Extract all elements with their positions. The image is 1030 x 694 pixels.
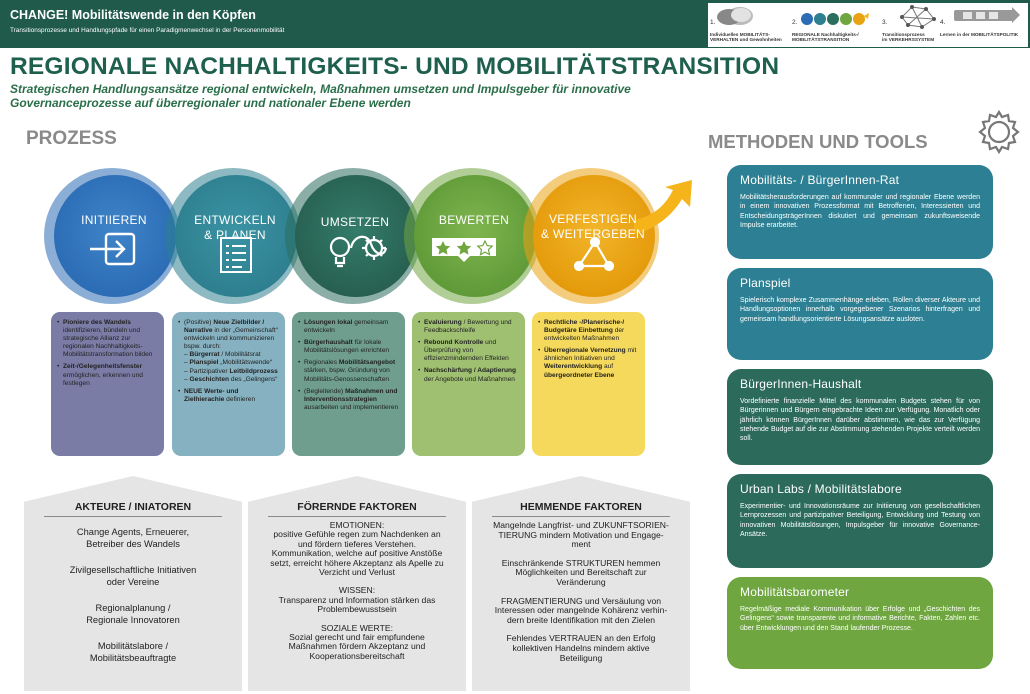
stage-box-entwickeln [172,312,285,456]
factor-block: SOZIALE WERTE: Sozial gerecht und fair empfundene Maßnahmen fördern Akzeptanz und Kooperationsbereitschaft [288,622,426,661]
stage-box-item: • Regionales Mobilitätsangebot stärken, bspw. Gründung von Mobilitäts-Genossenschaften [298,359,399,383]
stage-box-item: • (Begleitende) Maßnahmen und Interventionsstrategien ausarbeiten und implementieren [298,388,399,412]
brand-title: CHANGE! Mobilitätswende in den Köpfen [10,8,256,22]
stage-box-item: • Überregionale Vernetzung mit ähnlichen Initiativen und Weiterentwicklung auf übergeordneter Ebene [538,347,639,379]
network-icon [898,3,938,31]
foerdernde-list [250,521,464,670]
factor-block: Mobilitätslabore / Mobilitätsbeauftragte [89,641,177,663]
stage-box-item: • Pioniere des Wandels identifizieren, bündeln und strategische Allianz zur regionalen Nachhaltigkeits-Mobilitätstransformation bilden [57,319,158,359]
method-mobilitaetsbarometer: Mobilitätsbarometer Regelmäßige mediale Kommunikation über Erfolge und „Geschichten des Gelingens“ sowie transparente und informative Berichte, Fakten, Zahlen etc. über Entwicklungen und den Stand laufender Prozesse. [727,577,993,669]
stage-initiieren-label: INITIIEREN [81,213,147,227]
stage-box-item: • Evaluierung / Bewertung und Feedbackschleife [418,319,519,335]
stage-box-item: • Bürgerhaushalt für lokale Mobilitätslösungen einrichten [298,339,399,355]
factor-block: Einschränkende STRUKTUREN hemmen Möglichkeiten und Bereitschaft zur Veränderung [501,557,661,587]
divider [492,516,670,517]
factor-block: FRAGMENTIERUNG und Versäulung von Interessen oder mangelnde Kohärenz verhin- dern breite Identifikation mit den Zielen [494,595,668,625]
page-title: REGIONALE NACHHALTIGKEITS- UND MOBILITÄTSTRANSITION [10,53,780,80]
hemmende-list [474,521,688,672]
stage-ring-initiieren [44,168,180,304]
factor-block: Change Agents, Erneuerer, Betreiber des Wandels [76,527,190,549]
series-step-4: 4. Lernen in der MOBILITÄTSPOLITIK [940,3,1026,47]
stage-umsetzen-label: UMSETZEN [320,215,390,229]
series-steps [708,3,1028,47]
akteure-title: AKTEURE / INIATOREN [74,501,192,513]
method-planspiel: Planspiel Spielerisch komplexe Zusammenhänge erleben, Rollen diverser Akteure und Handlungsoptionen innerhalb vorgegebener Szenarios hinterfragen und gemeinsam handlungsorientierte Lösungsansätze ausloten. [727,268,993,360]
series-step-1: 1. Individuelles MOBILITÄTS- VERHALTEN und Gewohnheiten [710,3,790,47]
stage-box-bewerten [412,312,525,456]
stage-box-umsetzen [292,312,405,456]
methoden-heading: METHODEN UND TOOLS [708,131,928,152]
gear-icon [975,108,1023,156]
factor-block: Fehlendes VERTRAUEN an den Erfolg kollektiven Handelns mindern aktive Beteiligung [506,633,656,663]
stage-box-verfestigen [532,312,645,456]
wave-circles-icon [800,8,870,28]
stage-box-item: • NEUE Werte- und Zielhierachie definieren [178,388,279,404]
hemmende-title: HEMMENDE FAKTOREN [520,501,642,513]
prozess-heading: PROZESS [26,128,117,149]
stage-bewerten-label: BEWERTEN [438,213,510,227]
foerdernde-title: FÖRERNDE FAKTOREN [297,501,417,513]
header-bar [0,0,1030,48]
stage-ring-umsetzen [285,168,421,304]
brand-subtitle: Transitionsprozesse und Handlungspfade für einen Paradigmenwechsel in der Personenmobilität [10,27,285,34]
stage-box-item: • Rechtliche -/Planerische-/ Budgetäre Einbettung der entwickelten Maßnahmen [538,319,639,343]
method-buergerhaushalt: BürgerInnen-Haushalt Vordefinierte finanzielle Mittel des kommunalen Budgets stehen für von Bürgerinnen und Bürgern eingebrachte Ideen zur Verfügung. Monatlich oder jährlich können BürgerInnen darüber abstimmen, wie das zur Verfügung stehende Budget auf die zur Abstimmung stehenden Projekte verteilt werden soll. [727,369,993,465]
stage-verfestigen-label: VERFESTIGEN & WEITERGEBEN [541,212,645,241]
akteure-list [26,526,240,678]
stage-entwickeln-label: ENTWICKELN & PLANEN [194,213,276,242]
divider [44,516,222,517]
stage-box-item: • Nachschärfung / Adaptierung der Angebote und Maßnahmen [418,367,519,383]
stage-box-item: • Rebound Kontrolle und Überprüfung von effizienzmindernden Effekten [418,339,519,363]
factor-block: EMOTIONEN: positive Gefühle regen zum Nachdenken an und fördern tieferes Verstehen. Kommunikation, welche auf positive Anstöße setzt, erreicht höhere Akzeptanz als Apelle zu Verzicht und Verlust [270,520,444,578]
stage-box-item: • Zeit-/Gelegenheitsfenster ermöglichen, erkennen und festlegen [57,363,158,387]
arrow-steps-icon [954,5,1020,25]
method-buergerrat: Mobilitäts- / BürgerInnen-Rat Mobilitätsherausforderungen auf kommunaler und regionaler Ebene werden in einem innovativen Prozessformat mit Betroffenen, Interessierten und EntscheidungsträgerInnen diskutiert und gemeinsam zukunftsweisende Impulse erarbeitet. [727,165,993,259]
speech-bubble-icon [716,5,754,27]
stage-box-item: • (Positive) Neue Zielbilder / Narrative in der „Gemeinschaft“ entwickeln und kommunizieren bspw. durch: – Bürgerrat / Mobilitätsrat – Planspiel „Mobilitätswende“ – Partizipativer Leitbildprozess – Geschichten des „Gelingens“ [178,319,279,384]
page-subtitle: Strategischen Handlungsansätze regional entwickeln, Maßnahmen umsetzen und Impulsgeber für innovative Governanceprozesse auf überregionaler und nationaler Ebene werden [10,82,631,110]
stage-box-item: • Lösungen lokal gemeinsam entwickeln [298,319,399,335]
factor-block: Zivilgesellschaftliche Initiativen oder Vereine [69,565,197,587]
method-urban-labs: Urban Labs / Mobilitätslabore Experimentier- und Innovationsräume zur Initiierung von gesellschaftlichen Lernprozessen und partizipativer Beteiligung, Entwicklung und Testung von innovativen Mobilitätslösungen, Impulsgeber für innovative Governance-Ansätze. [727,474,993,568]
factor-block: Mangelnde Langfrist- und ZUKUNFTSORIEN- TIERUNG mindern Motivation und Engage- ment [493,520,669,550]
factor-block: Regionalplanung / Regionale Innovatoren [86,603,180,625]
factor-block: WISSEN: Transparenz und Information stärken das Problembewusstsein [278,585,436,615]
stage-box-initiieren [51,312,164,456]
stage-ring-bewerten [404,168,540,304]
divider [268,516,446,517]
series-step-3: 3. Transitionsprozess im VERKEHRSSYSTEM [882,3,942,47]
series-step-2: 2. REGIONALE Nachhaltigkeits-/ MOBILITÄTSTRANSITION [792,3,872,47]
